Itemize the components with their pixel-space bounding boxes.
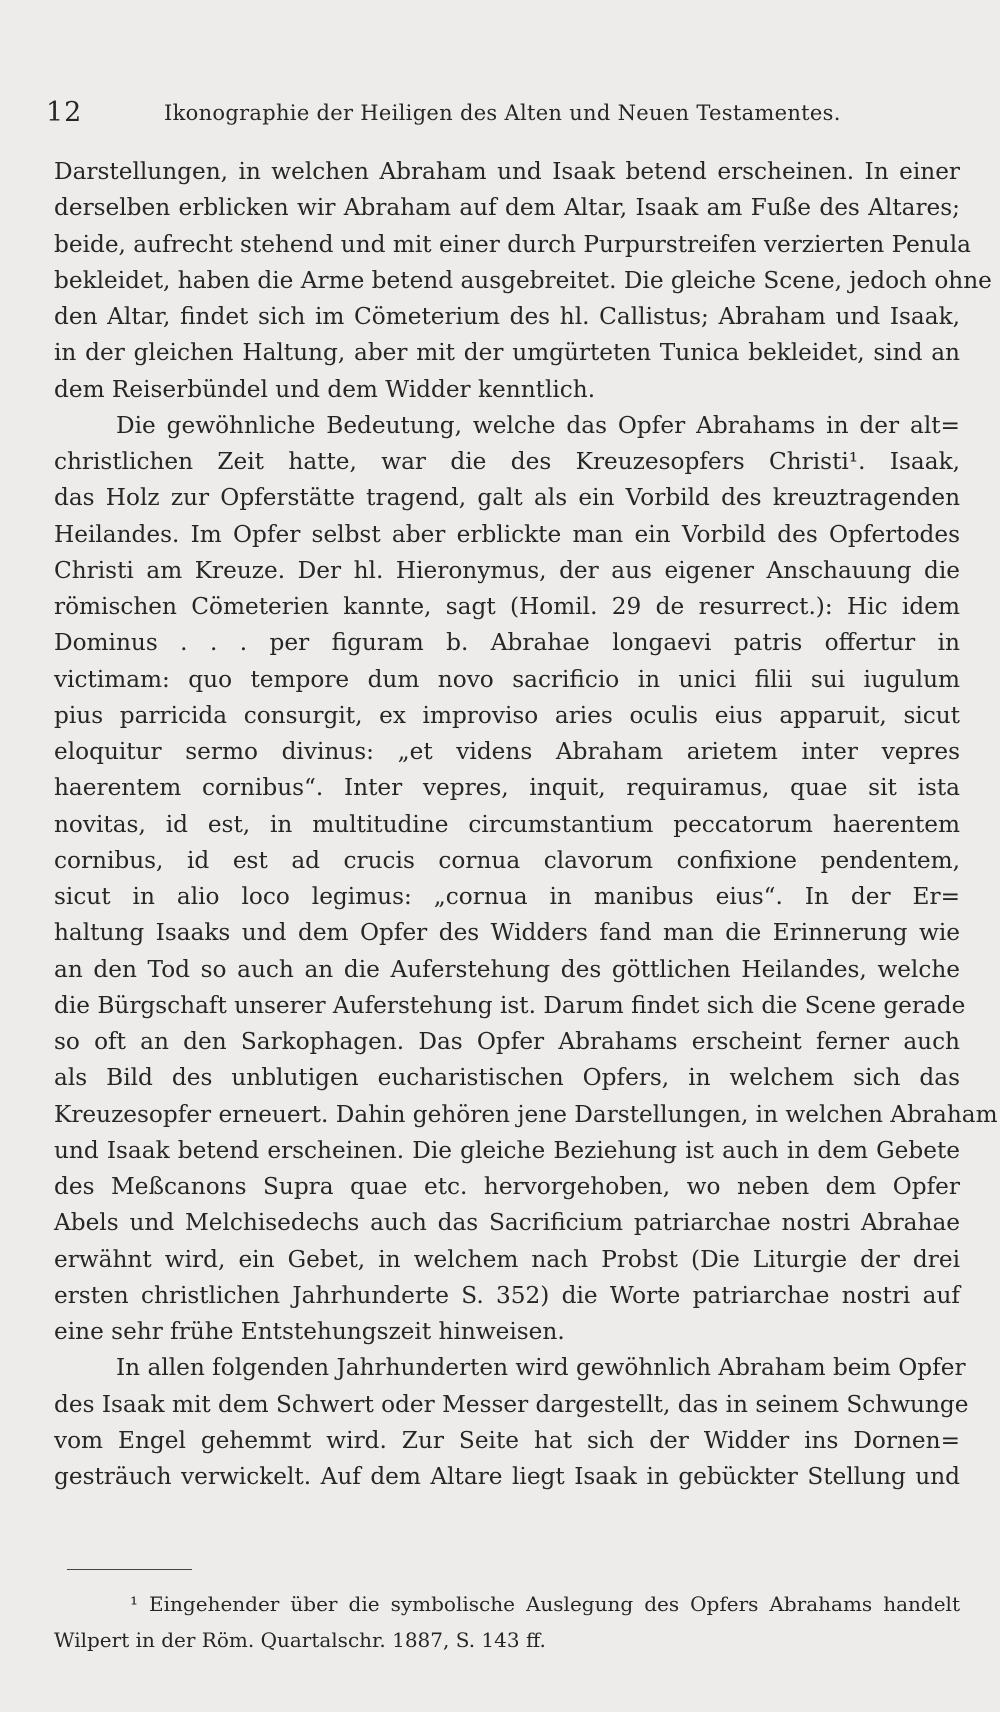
text-line: Christi am Kreuze. Der hl. Hieronymus, der aus eigener Anschauung die — [54, 556, 960, 584]
text-line: In allen folgenden Jahrhunderten wird gewöhnlich Abraham beim Opfer — [116, 1354, 966, 1382]
text-line: erwähnt wird, ein Gebet, in welchem nach Probst (Die Liturgie der drei — [54, 1245, 960, 1273]
text-line: Dominus . . . per figuram b. Abrahae longaevi patris offertur in — [54, 629, 960, 657]
text-line: vom Engel gehemmt wird. Zur Seite hat sich der Widder ins Dornen= — [54, 1426, 960, 1454]
running-title: Ikonographie der Heiligen des Alten und Neuen Testamentes. — [164, 101, 841, 125]
text-line: als Bild des unblutigen eucharistischen Opfers, in welchem sich das — [54, 1064, 960, 1092]
text-line: pius parricida consurgit, ex improviso aries oculis eius apparuit, sicut — [54, 701, 960, 729]
text-line: des Meßcanons Supra quae etc. hervorgehoben, wo neben dem Opfer — [54, 1173, 960, 1200]
text-line: haltung Isaaks und dem Opfer des Widders fand man die Erinnerung wie — [54, 919, 960, 947]
page-number: 12 — [46, 97, 83, 128]
text-line: Darstellungen, in welchen Abraham und Isaak betend erscheinen. In einer — [54, 158, 960, 185]
text-line: in der gleichen Haltung, aber mit der umgürteten Tunica bekleidet, sind an — [54, 339, 960, 367]
text-line: haerentem cornibus“. Inter vepres, inquit, requiramus, quae sit ista — [54, 774, 960, 802]
text-line: victimam: quo tempore dum novo sacrificio in unici filii sui iugulum — [54, 665, 960, 693]
text-line: Kreuzesopfer erneuert. Dahin gehören jene Darstellungen, in welchen Abraham — [54, 1100, 998, 1128]
text-line: Heilandes. Im Opfer selbst aber erblickte man ein Vorbild des Opfertodes — [54, 520, 960, 548]
text-line: römischen Cömeterien kannte, sagt (Homil. 29 de resurrect.): Hic idem — [54, 593, 960, 620]
text-line: und Isaak betend erscheinen. Die gleiche Beziehung ist auch in dem Gebete — [54, 1136, 960, 1164]
text-line: den Altar, findet sich im Cömeterium des hl. Callistus; Abraham und Isaak, — [54, 303, 960, 330]
main-text — [54, 154, 998, 1495]
text-line: das Holz zur Opferstätte tragend, galt als ein Vorbild des kreuztragenden — [54, 484, 960, 512]
footnotes — [54, 1586, 960, 1658]
footnote-line: ¹ Eingehender über die symbolische Auslegung des Opfers Abrahams handelt — [130, 1592, 960, 1616]
footnote-divider — [67, 1569, 192, 1570]
text-line: novitas, id est, in multitudine circumstantium peccatorum haerentem — [54, 810, 960, 838]
text-line: ersten christlichen Jahrhunderte S. 352) die Worte patriarchae nostri auf — [54, 1281, 960, 1309]
text-line: sicut in alio loco legimus: „cornua in manibus eius“. In der Er= — [54, 883, 960, 910]
text-line: eine sehr frühe Entstehungszeit hinweisen. — [54, 1318, 565, 1345]
text-line: die Bürgschaft unserer Auferstehung ist. Darum findet sich die Scene gerade — [54, 991, 966, 1019]
text-line: gesträuch verwickelt. Auf dem Altare liegt Isaak in gebückter Stellung und — [54, 1463, 960, 1490]
text-line: derselben erblicken wir Abraham auf dem Altar, Isaak am Fuße des Altares; — [54, 194, 960, 222]
page-header — [46, 97, 946, 137]
text-line: cornibus, id est ad crucis cornua clavorum confixione pendentem, — [54, 846, 960, 874]
text-line: des Isaak mit dem Schwert oder Messer dargestellt, das in seinem Schwunge — [54, 1390, 969, 1418]
text-line: eloquitur sermo divinus: „et videns Abraham arietem inter vepres — [54, 738, 960, 765]
text-line: bekleidet, haben die Arme betend ausgebreitet. Die gleiche Scene, jedoch ohne — [54, 266, 992, 294]
text-line: an den Tod so auch an die Auferstehung des göttlichen Heilandes, welche — [54, 955, 960, 983]
text-line: beide, aufrecht stehend und mit einer durch Purpurstreifen verzierten Penula — [54, 230, 971, 258]
text-line: so oft an den Sarkophagen. Das Opfer Abrahams erscheint ferner auch — [54, 1028, 960, 1055]
text-line: dem Reiserbündel und dem Widder kenntlich. — [54, 375, 596, 403]
text-line: Abels und Melchisedechs auch das Sacrificium patriarchae nostri Abrahae — [54, 1209, 960, 1237]
text-line: Die gewöhnliche Bedeutung, welche das Opfer Abrahams in der alt= — [116, 411, 960, 439]
text-line: christlichen Zeit hatte, war die des Kreuzesopfers Christi¹. Isaak, — [54, 448, 960, 475]
footnote-line: Wilpert in der Röm. Quartalschr. 1887, S. 143 ff. — [54, 1628, 546, 1652]
